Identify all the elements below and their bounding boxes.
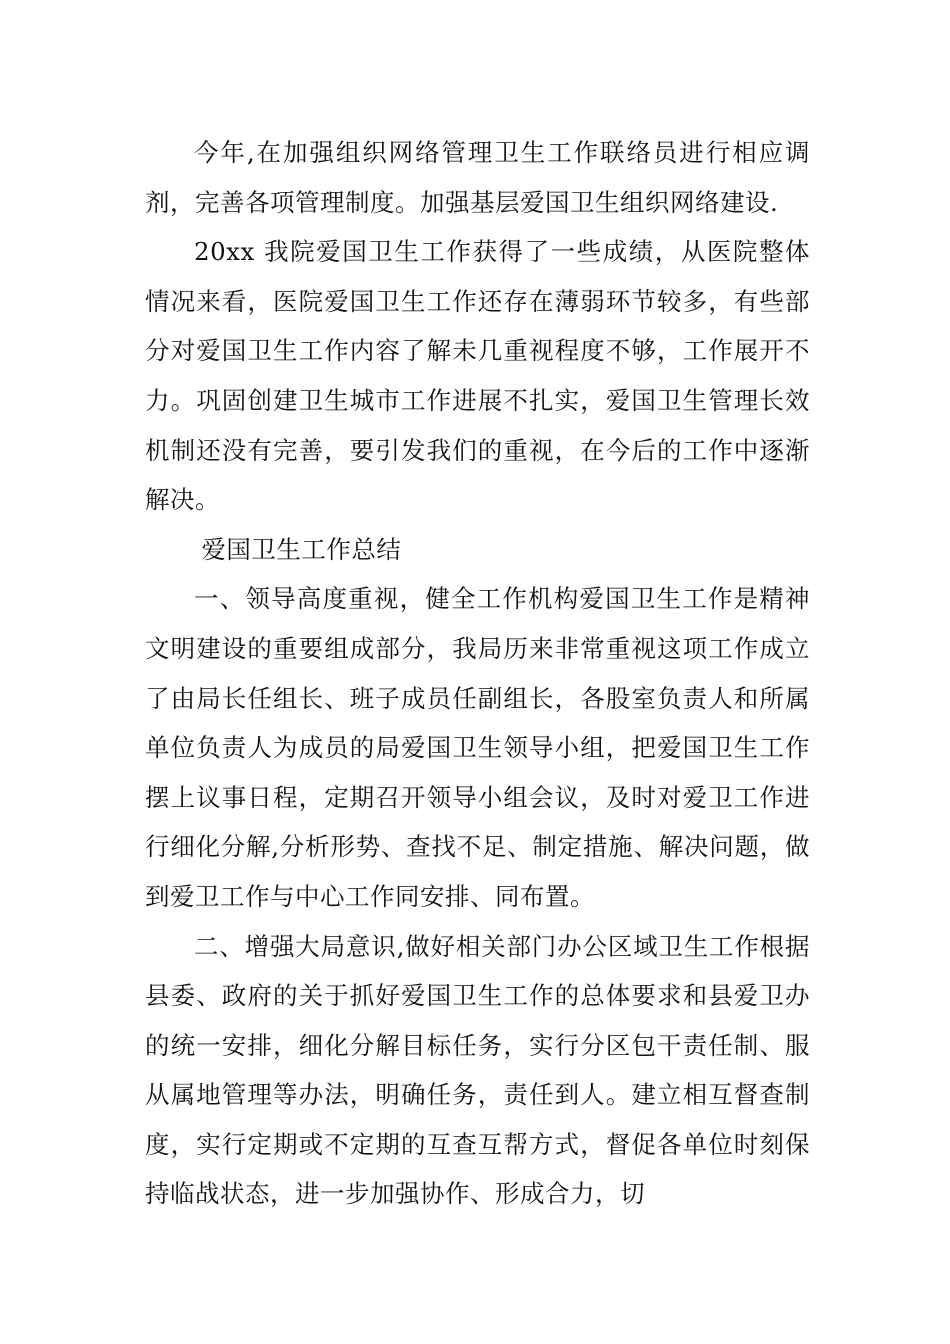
paragraph-overall-awareness: 二、增强大局意识,做好相关部门办公区域卫生工作根据县委、政府的关于抓好爱国卫生工作的总体要求和县爱卫办的统一安排，细化分解目标任务，实行分区包干责任制、服从属地管理等办法，明确任务，责任到人。建立相互督查制度，实行定期或不定期的互查互帮方式，督促各单位时刻保持临战状态，进一步加强协作、形成合力，切	[145, 931, 810, 1209]
paragraph-network-management: 今年,在加强组织网络管理卫生工作联络员进行相应调剂，完善各项管理制度。加强基层爱国卫生组织网络建设.	[145, 138, 810, 217]
paragraph-leadership: 一、领导高度重视，健全工作机构爱国卫生工作是精神文明建设的重要组成部分，我局历来非常重视这项工作成立了由局长任组长、班子成员任副组长，各股室负责人和所属单位负责人为成员的局爱国卫生领导小组，把爱国卫生工作摆上议事日程，定期召开领导小组会议，及时对爱卫工作进行细化分解,分析形势、查找不足、制定措施、解决问题，做到爱卫工作与中心工作同安排、同布置。	[145, 584, 810, 911]
document-body	[145, 128, 810, 1219]
paragraph-achievements-and-shortcomings: 20xx 我院爱国卫生工作获得了一些成绩，从医院整体情况来看，医院爱国卫生工作还存在薄弱环节较多，有些部分对爱国卫生工作内容了解未几重视程度不够，工作展开不力。巩固创建卫生城市工作进展不扎实，爱国卫生管理长效机制还没有完善，要引发我们的重视，在今后的工作中逐渐解决。	[145, 237, 810, 515]
section-title: 爱国卫生工作总结	[201, 534, 402, 564]
